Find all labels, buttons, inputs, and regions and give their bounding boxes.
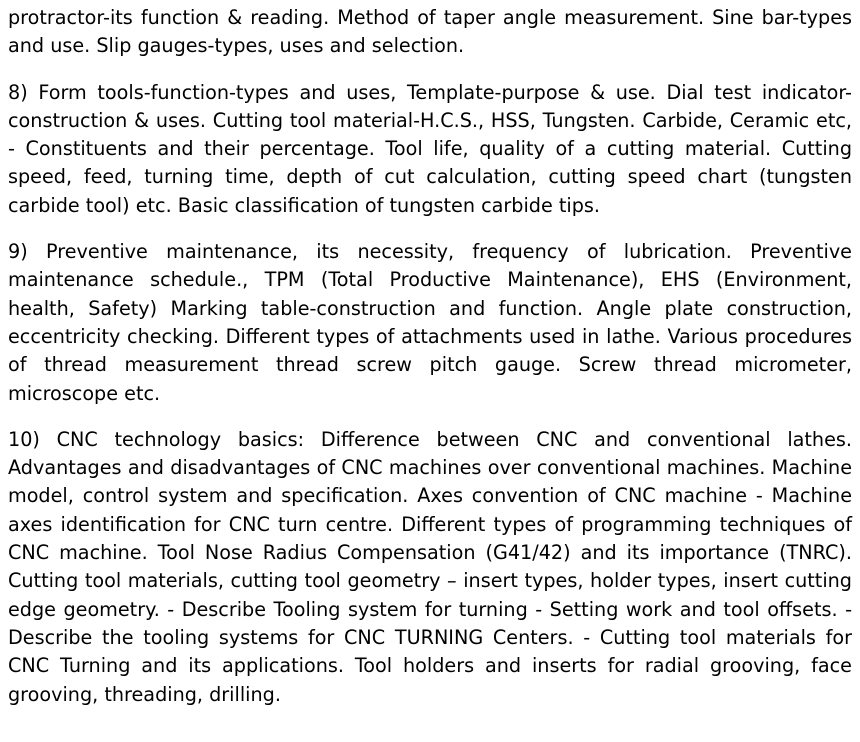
- document-body: [8, 4, 852, 709]
- paragraph-measurement-continued: protractor-its function & reading. Method of taper angle measurement. Sine bar-types and use. Slip gauges-types, uses and selection.: [8, 6, 852, 58]
- paragraph-9-preventive-maintenance: 9) Preventive maintenance, its necessity, frequency of lubrication. Preventive maintenance schedule., TPM (Total Productive Maintenance), EHS (Environment, health, Safety) Marking table-construction and function. Angle plate construction, eccentricity checking. Different types of attachments used in lathe. Various procedures of thread measurement thread screw pitch gauge. Screw thread micrometer, microscope etc.: [8, 240, 852, 405]
- paragraph-10-cnc-technology: 10) CNC technology basics: Difference between CNC and conventional lathes. Advantages and disadvantages of CNC machines over conventional machines. Machine model, control system and specification. Axes convention of CNC machine - Machine axes identification for CNC turn centre. Different types of programming techniques of CNC machine. Tool Nose Radius Compensation (G41/42) and its importance (TNRC). Cutting tool materials, cutting tool geometry – insert types, holder types, insert cutting edge geometry. - Describe Tooling system for turning - Setting work and tool offsets. - Describe the tooling systems for CNC TURNING Centers. - Cutting tool materials for CNC Turning and its applications. Tool holders and inserts for radial grooving, face grooving, threading, drilling.: [8, 427, 852, 706]
- paragraph-8-form-tools: 8) Form tools-function-types and uses, Template-purpose & use. Dial test indicator- construction & uses. Cutting tool material-H.C.S., HSS, Tungsten. Carbide, Ceramic etc, - Constituents and their percentage. Tool life, quality of a cutting material. Cutting speed, feed, turning time, depth of cut calculation, cutting speed chart (tungsten carbide tool) etc. Basic classification of tungsten carbide tips.: [8, 80, 852, 217]
